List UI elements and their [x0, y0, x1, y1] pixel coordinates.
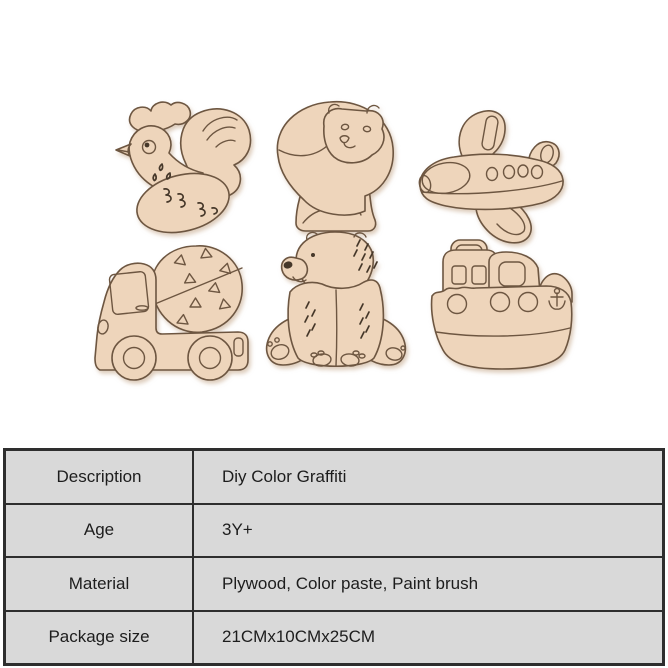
spec-value-package-size: 21CMx10CMx25CM: [222, 627, 376, 647]
spec-value-material: Plywood, Color paste, Paint brush: [222, 573, 479, 593]
spec-value-age: 3Y+: [222, 520, 253, 540]
spec-label-age: Age: [6, 505, 194, 557]
spec-row-material: [6, 558, 662, 610]
lion-shape: [270, 94, 398, 236]
spec-row-description: [6, 451, 662, 503]
cement-truck-shape: [90, 242, 258, 384]
boat-shape: [426, 232, 578, 374]
spec-label-package-size: Package size: [6, 612, 194, 664]
spec-row-age: [6, 505, 662, 557]
spec-label-description: Description: [6, 451, 194, 503]
rooster-shape: [106, 100, 258, 238]
spec-table: [3, 448, 665, 666]
spec-label-material: Material: [6, 558, 194, 610]
spec-value-description: Diy Color Graffiti: [222, 466, 347, 486]
bear-shape: [260, 228, 412, 380]
spec-row-package-size: [6, 612, 662, 664]
airplane-shape: [412, 102, 568, 248]
